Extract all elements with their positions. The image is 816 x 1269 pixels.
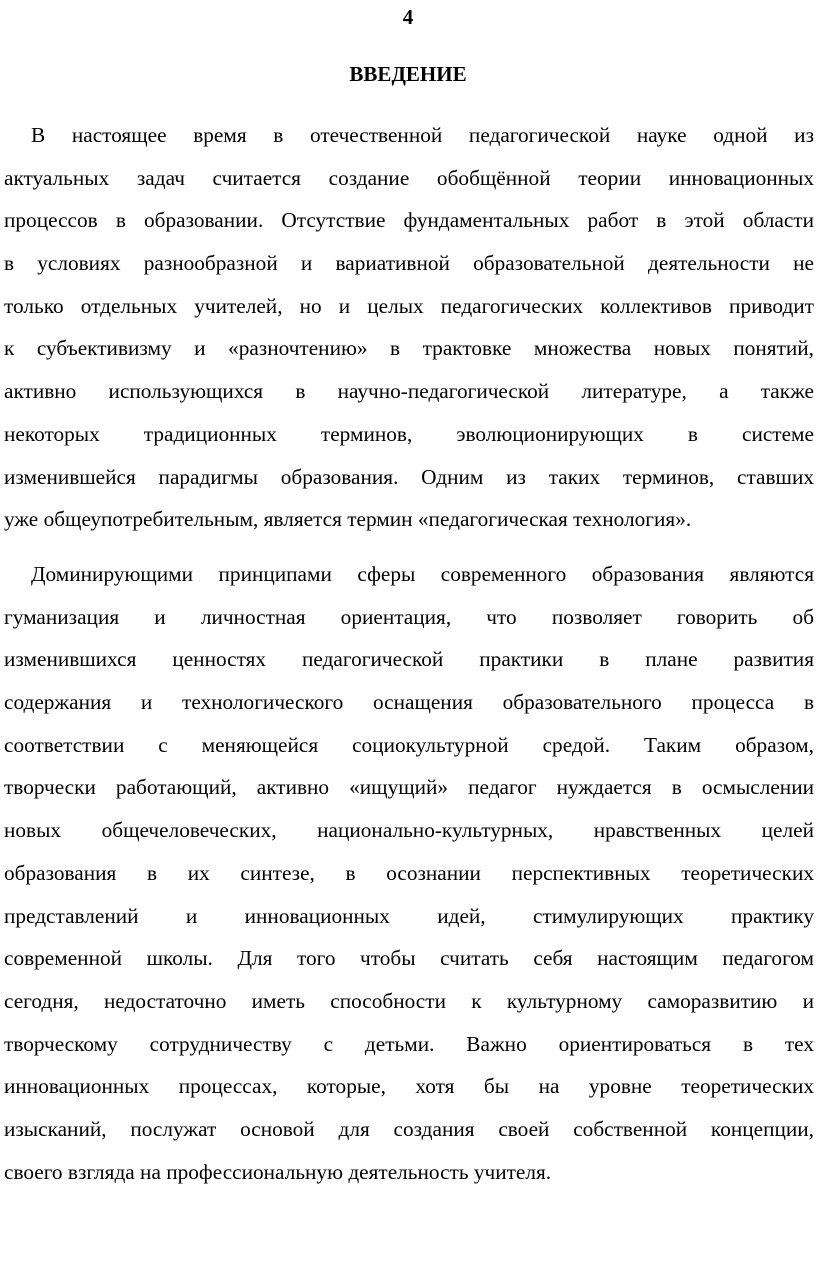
paragraph-line: изменившейся парадигмы образования. Одним из таких терминов, ставших — [4, 464, 814, 489]
paragraph-line: содержания и технологического оснащения образовательного процесса в — [4, 690, 814, 715]
paragraph-line: новых общечеловеческих, национально-культурных, нравственных целей — [4, 818, 814, 843]
paragraph-2 — [4, 553, 814, 1193]
paragraph-line: образования в их синтезе, в осознании перспективных теоретических — [4, 860, 814, 885]
paragraph-line: своего взгляда на профессиональную деятельность учителя. — [4, 1159, 552, 1184]
paragraph-line: актуальных задач считается создание обобщённой теории инновационных — [4, 165, 814, 190]
paragraph-line: современной школы. Для того чтобы считать себя настоящим педагогом — [4, 946, 814, 971]
paragraph-line: активно использующихся в научно-педагогической литературе, а также — [4, 379, 814, 404]
paragraph-line: Доминирующими принципами сферы современного образования являются — [31, 562, 814, 586]
paragraph-line: изменившихся ценностях педагогической практики в плане развития — [4, 647, 814, 672]
paragraph-line: сегодня, недостаточно иметь способности к культурному саморазвитию и — [4, 988, 814, 1013]
paragraph-line: к субъективизму и «разночтению» в трактовке множества новых понятий, — [4, 336, 814, 361]
paragraph-line: творческому сотрудничеству с детьми. Важно ориентироваться в тех — [4, 1031, 814, 1056]
paragraph-line: творчески работающий, активно «ищущий» педагог нуждается в осмыслении — [4, 775, 814, 800]
paragraph-line: в условиях разнообразной и вариативной образовательной деятельности не — [4, 251, 814, 276]
paragraph-line: некоторых традиционных терминов, эволюционирующих в системе — [4, 421, 814, 446]
paragraph-1 — [4, 114, 814, 541]
paragraph-line: соответствии с меняющейся социокультурной средой. Таким образом, — [4, 732, 814, 757]
paragraph-line: уже общеупотребительным, является термин «педагогическая технология». — [4, 507, 692, 532]
paragraph-line: инновационных процессах, которые, хотя бы на уровне теоретических — [4, 1074, 814, 1099]
page-title: ВВЕДЕНИЕ — [349, 62, 467, 86]
paragraph-line: только отдельных учителей, но и целых педагогических коллективов приводит — [4, 293, 814, 318]
paragraph-line: В настоящее время в отечественной педагогической науке одной из — [31, 123, 814, 147]
page-number: 4 — [402, 5, 414, 29]
paragraph-line: изысканий, послужат основой для создания своей собственной концепции, — [4, 1116, 814, 1141]
paragraph-line: процессов в образовании. Отсутствие фундаментальных работ в этой области — [4, 208, 814, 233]
paragraph-line: представлений и инновационных идей, стимулирующих практику — [4, 903, 814, 928]
paragraph-line: гуманизация и личностная ориентация, что позволяет говорить об — [4, 604, 814, 629]
